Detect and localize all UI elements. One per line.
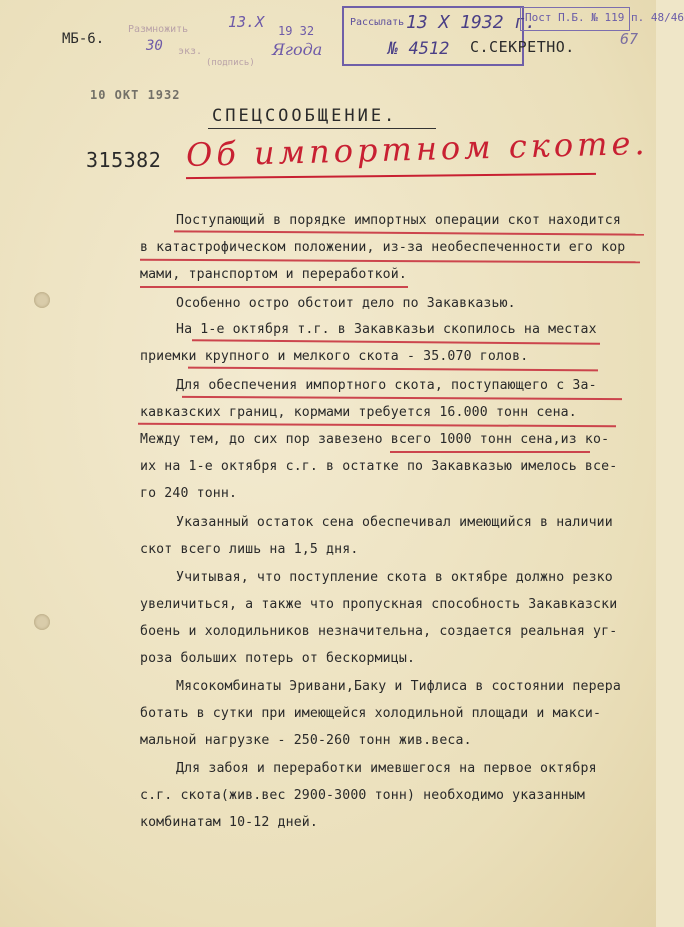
body-line: На 1-е октября т.г. в Закавказьи скопилось на местах [176, 322, 597, 337]
body-line: Для обеспечения импортного скота, поступающего с За- [176, 378, 597, 393]
body-line: Особенно остро обстоит дело по Закавказью. [176, 296, 516, 311]
classification-mark: С.СЕКРЕТНО. [470, 38, 575, 56]
body-line: ботать в сутки при имеющейся холодильной площади и макси- [140, 706, 602, 721]
red-underline [140, 286, 408, 288]
body-line: Мясокомбинаты Эривани,Баку и Тифлиса в состоянии перера [176, 679, 621, 694]
form-code: МБ-6. [62, 31, 105, 47]
document-number: 315382 [86, 148, 162, 172]
subject-underline [186, 173, 596, 179]
copies-suffix: экз. [178, 46, 203, 57]
body-line: го 240 тонн. [140, 486, 238, 501]
handwritten-subject: Об импортном скоте. [185, 123, 649, 175]
received-stamp: 10 OKT 1932 [90, 88, 181, 102]
red-underline [188, 367, 598, 372]
punch-hole [34, 292, 50, 308]
body-line: Для забоя и переработки имевшегося на первое октября [176, 761, 597, 776]
document-title: СПЕЦСООБЩЕНИЕ. [212, 106, 398, 126]
body-line: мальной нагрузке - 250-260 тонн жив.веса. [140, 733, 472, 748]
body-line: скот всего лишь на 1,5 дня. [140, 542, 359, 557]
red-underline [390, 451, 590, 453]
body-line: с.г. скота(жив.вес 2900-3000 тонн) необходимо указанным [140, 788, 585, 803]
red-underline [182, 396, 622, 400]
body-line: роза больших потерь от бескормицы. [140, 651, 416, 666]
body-line: мами, транспортом и переработкой. [140, 267, 407, 282]
punch-hole [34, 614, 50, 630]
registration-label: Размножить [128, 24, 189, 35]
body-line: их на 1-е октября с.г. в остатке по Закавказью имелось все- [140, 459, 618, 474]
sheet-number: 67 [620, 30, 639, 48]
signature-label: (подпись) [206, 58, 255, 68]
body-line: Учитывая, что поступление скота в октябре должно резко [176, 570, 613, 585]
stamp-label: Рассылать [350, 17, 405, 28]
title-underline [208, 128, 436, 129]
body-line: приемки крупного и мелкого скота - 35.070 голов. [140, 349, 529, 364]
registry-mark: Пост П.Б. № 119 п. 48/46 [520, 7, 630, 31]
stamp-date: 13 X 1932 г. [406, 12, 537, 33]
dispatch-stamp [342, 6, 537, 66]
red-underline [140, 259, 640, 264]
red-underline [138, 423, 616, 428]
body-line: Указанный остаток сена обеспечивал имеющийся в наличии [176, 515, 613, 530]
red-underline [174, 230, 644, 235]
body-line: увеличиться, а также что пропускная способность Закавказски [140, 597, 618, 612]
registration-year: 19 32 [278, 24, 315, 38]
body-line: комбинатам 10-12 дней. [140, 815, 318, 830]
red-underline [192, 339, 600, 345]
body-line: Поступающий в порядке импортных операции скот находится [176, 213, 621, 228]
stamp-number: № 4512 [388, 39, 450, 59]
body-line: Между тем, до сих пор завезено всего 1000 тонн сена,из ко- [140, 432, 610, 447]
registration-date: 13.X [228, 13, 265, 31]
copies-count: 30 [146, 38, 163, 54]
body-line: кавказских границ, кормами требуется 16.000 тонн сена. [140, 405, 577, 420]
body-line: в катастрофическом положении, из-за необеспеченности его кор [140, 240, 626, 255]
body-line: боень и холодильников незначительна, создается реальная уг- [140, 624, 618, 639]
signature: Ягода [272, 40, 323, 59]
